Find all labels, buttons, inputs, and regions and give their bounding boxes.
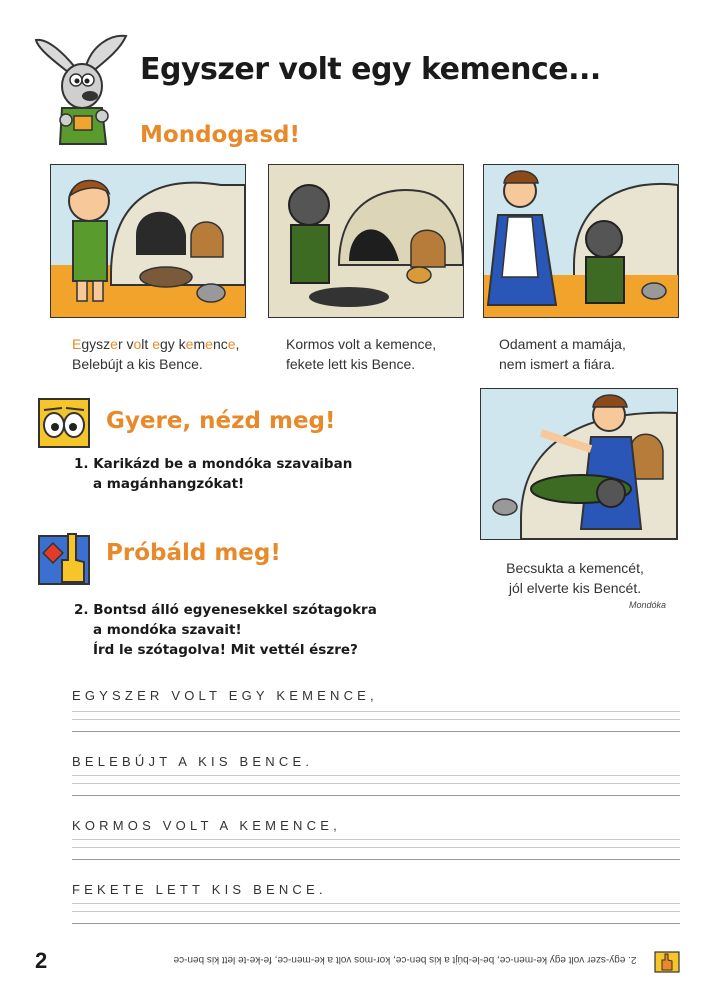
caption-panel-3 — [499, 334, 689, 374]
eyes-icon — [38, 398, 90, 448]
task-2 — [74, 600, 414, 660]
ruled-line — [72, 911, 680, 912]
hand-small-icon — [654, 950, 680, 974]
caption-panel-1-line2: Belebújt a kis Bence. — [72, 356, 203, 372]
comic-panel-4 — [480, 388, 678, 540]
writing-line-2-text: BELEBÚJT A KIS BENCE. — [72, 754, 314, 769]
rabbit-mascot-illustration — [30, 28, 130, 146]
caption-panel-3-line1: Odament a mamája, — [499, 336, 626, 352]
writing-line-1-text: EGYSZER VOLT EGY KEMENCE, — [72, 688, 378, 703]
ruled-line — [72, 903, 680, 904]
task-1 — [74, 454, 394, 494]
ruled-line — [72, 731, 680, 732]
task-1-line1: 1. Karikázd be a mondóka szavaiban — [74, 456, 353, 472]
hand-pointing-icon — [38, 530, 90, 586]
task-2-line2: a mondóka szavait! — [93, 622, 242, 638]
ruled-line — [72, 795, 680, 796]
writing-line-4-text: FEKETE LETT KIS BENCE. — [72, 882, 327, 897]
page-number: 2 — [35, 948, 48, 973]
caption-panel-4-line2: jól elverte kis Bencét. — [508, 580, 642, 596]
writing-line-3-text: KORMOS VOLT A KEMENCE, — [72, 818, 341, 833]
ruled-line — [72, 839, 680, 840]
ruled-line — [72, 719, 680, 720]
task-2-line1: 2. Bontsd álló egyenesekkel szótagokra — [74, 602, 377, 618]
section-heading-mondogasd: Mondogasd! — [140, 122, 300, 148]
section-heading-gyere: Gyere, nézd meg! — [106, 408, 336, 434]
ruled-line — [72, 859, 680, 860]
caption-panel-1-line1: Egyszer volt egy kemence, — [72, 336, 240, 352]
caption-panel-4 — [480, 558, 670, 598]
ruled-line — [72, 783, 680, 784]
ruled-line — [72, 923, 680, 924]
caption-panel-2-line2: fekete lett kis Bence. — [286, 356, 416, 372]
ruled-line — [72, 775, 680, 776]
ruled-line — [72, 847, 680, 848]
task-2-line3: Írd le szótagolva! Mit vettél észre? — [93, 642, 358, 658]
section-heading-probald: Próbáld meg! — [106, 540, 281, 566]
page-title: Egyszer volt egy kemence... — [140, 52, 601, 87]
caption-panel-2 — [286, 334, 476, 374]
caption-panel-3-line2: nem ismert a fiára. — [499, 356, 615, 372]
comic-panel-2 — [268, 164, 464, 318]
comic-panel-1 — [50, 164, 246, 318]
ruled-line — [72, 711, 680, 712]
comic-panel-3 — [483, 164, 679, 318]
caption-panel-2-line1: Kormos volt a kemence, — [286, 336, 437, 352]
caption-panel-4-line1: Becsukta a kemencét, — [506, 560, 644, 576]
task-1-line2: a magánhangzókat! — [93, 476, 245, 492]
source-label: Mondóka — [628, 600, 666, 610]
caption-panel-1 — [72, 334, 262, 374]
footer-rotated-solution: 2. egy-szer volt egy ke-men-ce, be-le-bújt a kis ben-ce, kor-mos volt a ke-men-ce, fe-ke-te lett kis ben-ce — [173, 954, 637, 965]
